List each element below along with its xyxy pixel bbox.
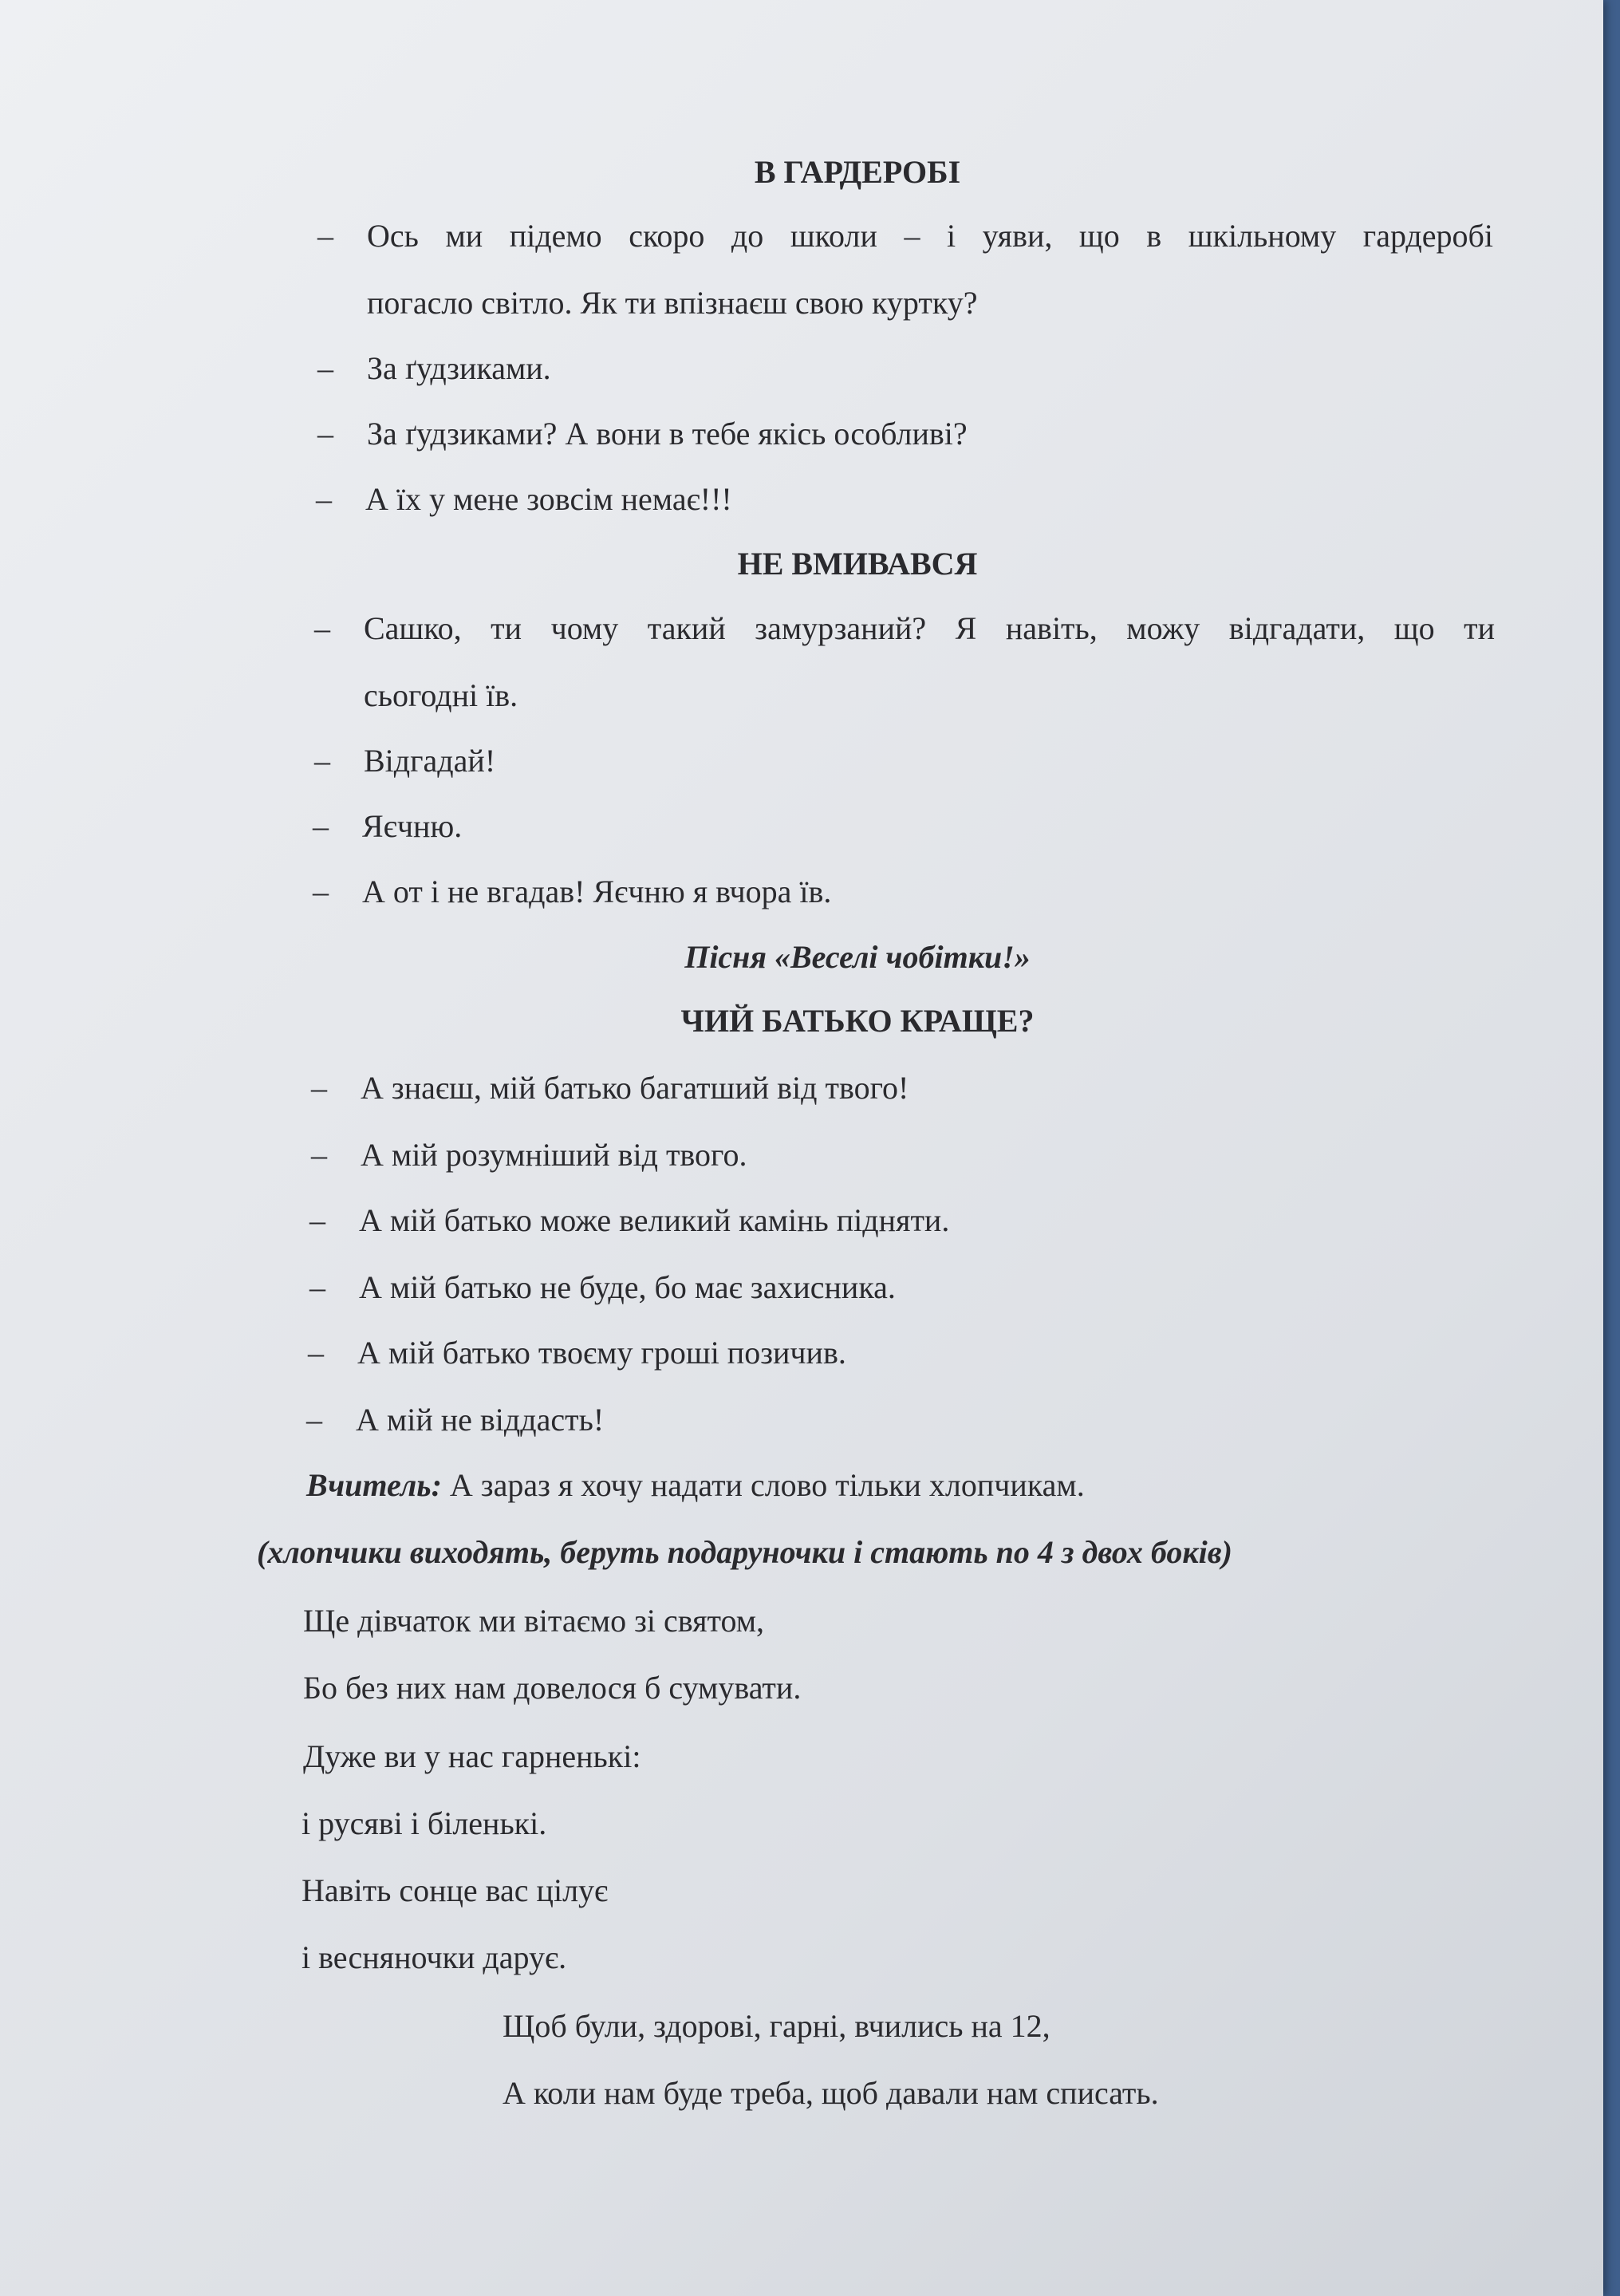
dash-marker: –	[317, 218, 333, 254]
poem-line: Бо без них нам довелося б сумувати.	[303, 1670, 802, 1706]
dialogue-line: А мій батько може великий камінь підняти.	[359, 1202, 950, 1238]
heading-chyi-batko: ЧИЙ БАТЬКО КРАЩЕ?	[680, 1003, 1035, 1039]
dialogue-line: А мій батько не буде, бо має захисника.	[359, 1269, 896, 1305]
poem-line: Ще дівчаток ми вітаємо зі святом,	[303, 1603, 765, 1639]
poem-line: А коли нам буде треба, щоб давали нам списать.	[503, 2075, 1159, 2111]
stage-direction: (хлопчики виходять, беруть подаруночки і стають по 4 з двох боків)	[257, 1534, 1232, 1570]
song-title: Пісня «Веселі чобітки!»	[684, 939, 1031, 975]
heading-v-garderobi: В ГАРДЕРОБІ	[754, 154, 961, 190]
dash-marker: –	[316, 481, 332, 517]
dialogue-line: А от і не вгадав! Яєчню я вчора їв.	[362, 874, 832, 909]
dialogue-line: А знаєш, мій батько багатший від твого!	[361, 1070, 909, 1106]
dash-marker: –	[314, 743, 330, 779]
dialogue-line: А мій батько твоєму гроші позичив.	[357, 1335, 846, 1371]
dash-marker: –	[306, 1402, 322, 1438]
dash-marker: –	[308, 1335, 324, 1371]
poem-line: Навіть сонце вас цілує	[302, 1872, 609, 1908]
dialogue-line: За ґудзиками.	[367, 350, 551, 386]
teacher-line	[306, 1466, 1085, 1504]
poem-line: і весняночки дарує.	[302, 1939, 567, 1975]
dialogue-line: А мій розумніший від твого.	[361, 1137, 747, 1173]
dialogue-line: Ось ми підемо скоро до школи – і уяви, що в шкільному гардеробі	[367, 218, 1493, 254]
dash-marker: –	[311, 1137, 327, 1173]
teacher-role: Вчитель:	[306, 1467, 442, 1503]
poem-line: Дуже ви у нас гарненькі:	[303, 1738, 641, 1774]
dash-marker: –	[317, 416, 333, 452]
poem-line: Щоб були, здорові, гарні, вчились на 12,	[503, 2008, 1050, 2044]
teacher-text: А зараз я хочу надати слово тільки хлопчикам.	[441, 1467, 1085, 1503]
dash-marker: –	[309, 1202, 325, 1238]
dash-marker: –	[317, 350, 333, 386]
poem-line: і русяві і біленькі.	[302, 1805, 547, 1841]
dialogue-line: Яєчню.	[362, 808, 463, 844]
dialogue-line: Відгадай!	[364, 743, 496, 779]
dialogue-line: А мій не віддасть!	[356, 1402, 605, 1438]
dialogue-line: сьогодні їв.	[364, 677, 518, 713]
dialogue-line: Сашко, ти чому такий замурзаний? Я навіть, можу відгадати, що ти	[364, 610, 1495, 646]
dialogue-line: погасло світло. Як ти впізнаєш свою куртку?	[367, 285, 978, 321]
dash-marker: –	[313, 874, 329, 909]
dash-marker: –	[311, 1070, 327, 1106]
dash-marker: –	[314, 610, 330, 646]
dash-marker: –	[309, 1269, 325, 1305]
dialogue-line: За ґудзиками? А вони в тебе якісь особливі?	[367, 416, 968, 452]
dash-marker: –	[313, 808, 329, 844]
heading-ne-vmyvavsia: НЕ ВМИВАВСЯ	[737, 546, 978, 582]
dialogue-line: А їх у мене зовсім немає!!!	[365, 481, 732, 517]
